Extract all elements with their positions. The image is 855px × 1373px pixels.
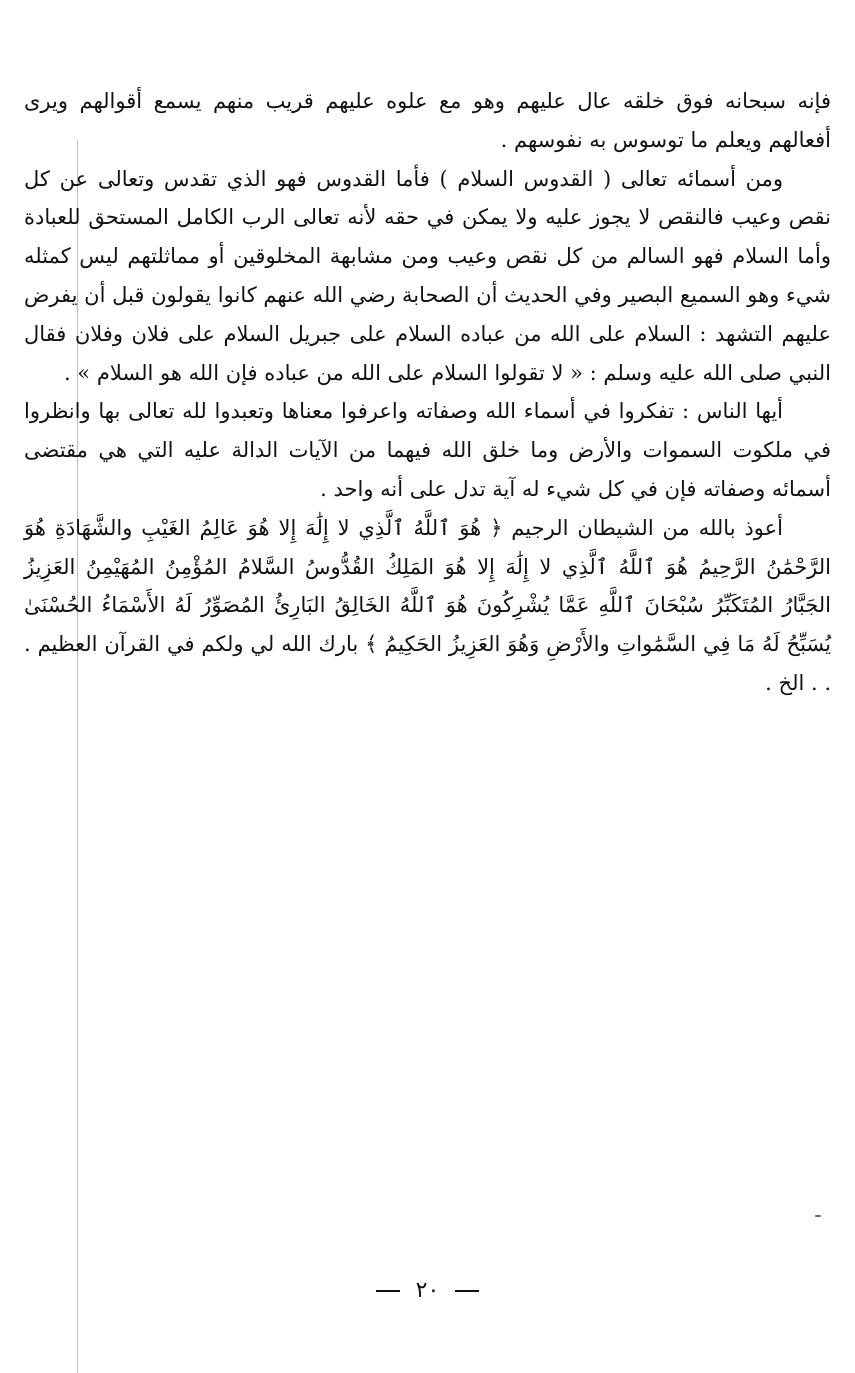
page-body [24,82,831,703]
page-footer [0,1278,855,1303]
paragraph-1: فإنه سبحانه فوق خلقه عال عليهم وهو مع علوه عليهم قريب منهم يسمع أقوالهم ويرى أفعالهم ويعلم ما توسوس به نفوسهم . [24,89,831,152]
paragraph-4: أعوذ بالله من الشيطان الرجيم ﴿ هُوَ ٱللَّهُ ٱلَّذِي لا إِلَٰهَ إِلا هُوَ عَالِمُ الغَيْبِ والشَّهَادَةِ هُوَ الرَّحْمَٰنُ الرَّحِيمُ هُوَ ٱللَّهُ ٱلَّذِي لا إِلَٰهَ إِلا هُوَ المَلِكُ القُدُّوسُ السَّلامُ المُؤْمِنُ المُهَيْمِنُ العَزِيزُ الجَبَّارُ المُتَكَبِّرُ سُبْحَانَ ٱللَّهِ عَمَّا يُشْرِكُونَ هُوَ ٱللَّهُ الخَالِقُ البَارِئُ المُصَوِّرُ لَهُ الأَسْمَاءُ الحُسْنَىٰ يُسَبِّحُ لَهُ مَا فِي السَّمَٰواتِ والأَرْضِ وَهُوَ العَزِيزُ الحَكِيمُ ﴾ بارك الله لي ولكم في القرآن العظيم . . . الخ . [24,515,831,695]
page-number: ٢٠ [415,1278,440,1303]
footer-dash-right [455,1290,479,1292]
footer-dash-left [376,1290,400,1292]
paragraph-3: أيها الناس : تفكروا في أسماء الله وصفاته واعرفوا معناها وتعبدوا لله تعالى بها وانظروا في ملكوت السموات والأرض وما خلق الله فيهما من الآيات الدالة عليه التي هي مقتضى أسمائه وصفاته فإن في كل شيء له آية تدل على أنه واحد . [24,399,831,501]
scan-speck [815,1215,821,1217]
paragraph-2: ومن أسمائه تعالى ( القدوس السلام ) فأما القدوس فهو الذي تقدس وتعالى عن كل نقص وعيب فالنقص لا يجوز عليه ولا يمكن في حقه لأنه تعالى الرب الكامل المستحق للعبادة وأما السلام فهو السالم من كل نقص وعيب ومن مشابهة المخلوقين أو مماثلتهم ليس كمثله شيء وهو السميع البصير وفي الحديث أن الصحابة رضي الله عنهم كانوا يقولون قبل أن يفرض عليهم التشهد : السلام على الله من عباده السلام على جبريل السلام على فلان وفلان فقال النبي صلى الله عليه وسلم : « لا تقولوا السلام على الله من عباده فإن الله هو السلام » . [24,166,831,385]
